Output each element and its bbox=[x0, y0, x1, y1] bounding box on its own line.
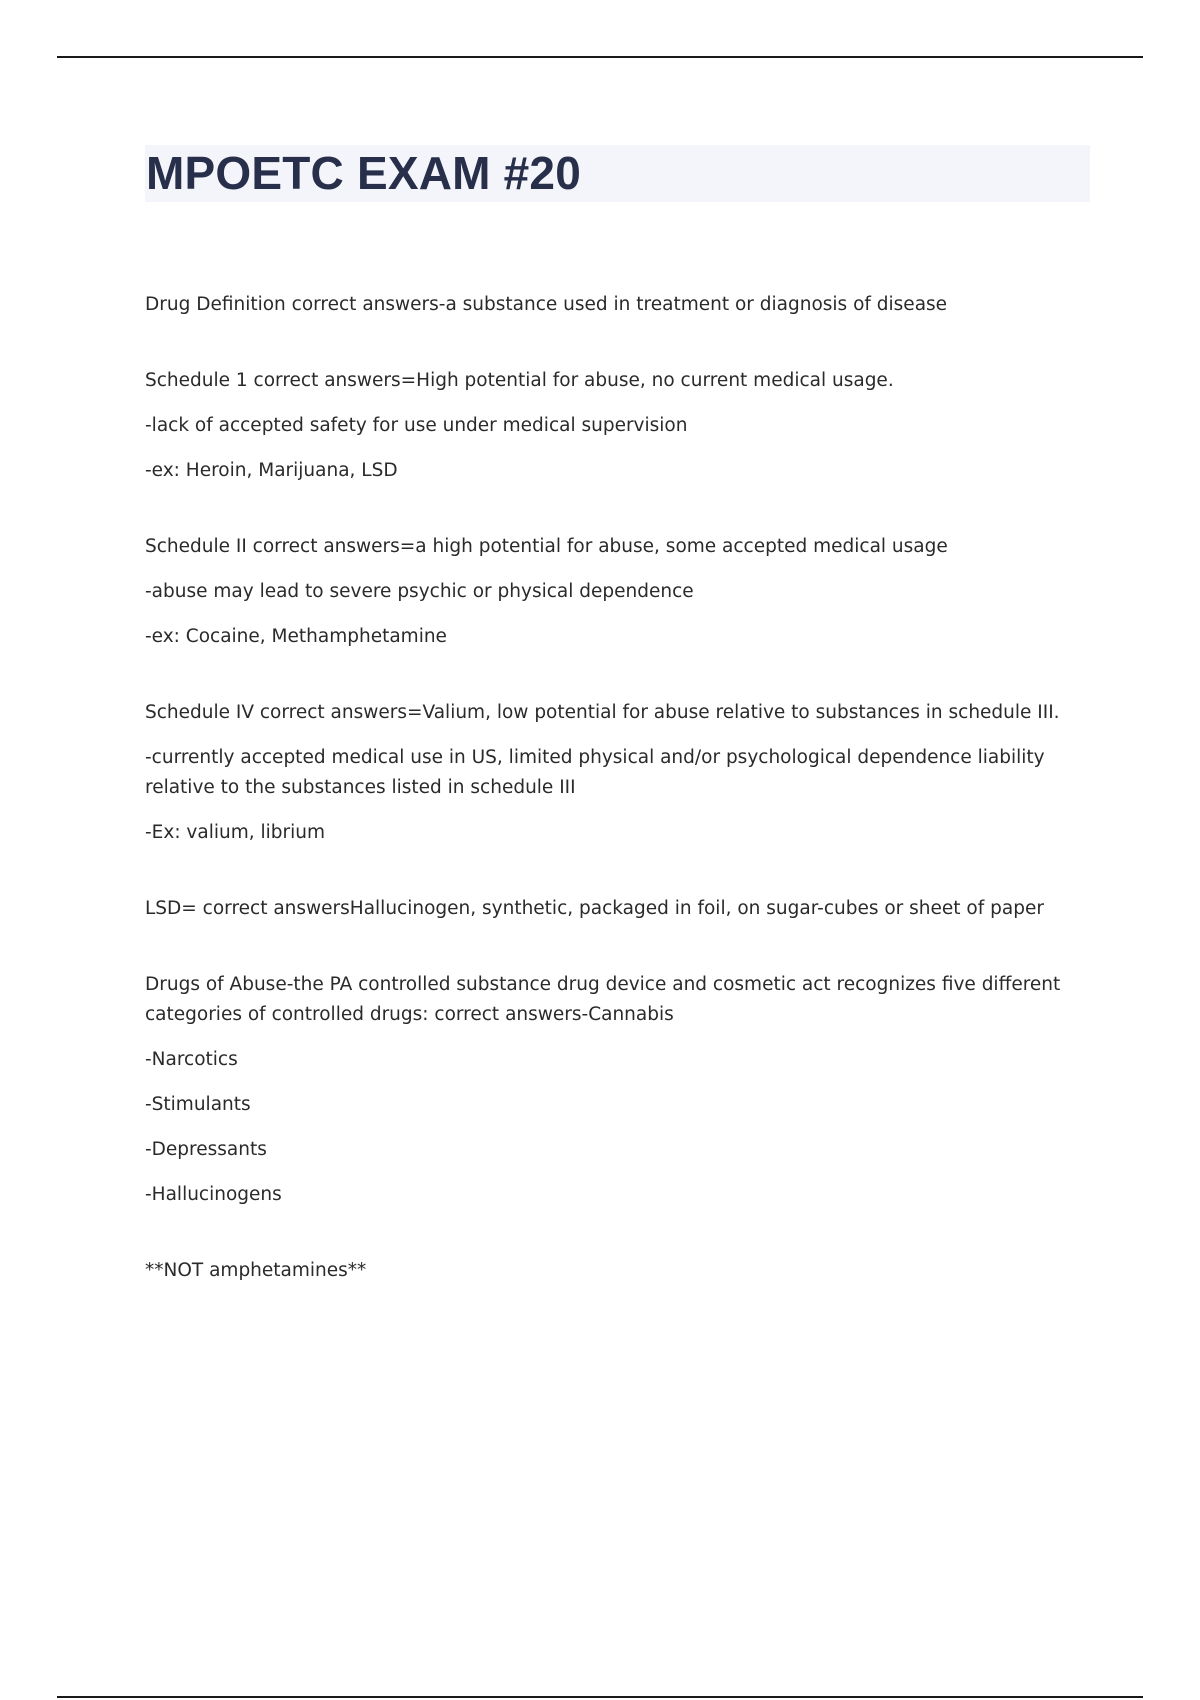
note: **NOT amphetamines** bbox=[145, 1260, 367, 1281]
document-title: MPOETC EXAM #20 bbox=[146, 147, 581, 199]
paragraph: Drug Definition correct answers-a substance used in treatment or diagnosis of disease bbox=[145, 294, 948, 315]
section-schedule-4 bbox=[145, 698, 1090, 848]
section-drugs-of-abuse bbox=[145, 970, 1090, 1210]
section-schedule-1 bbox=[145, 366, 1090, 486]
paragraph: -abuse may lead to severe psychic or physical dependence bbox=[145, 581, 694, 602]
section-schedule-2 bbox=[145, 532, 1090, 652]
top-rule bbox=[57, 56, 1143, 58]
paragraph: Schedule II correct answers=a high potential for abuse, some accepted medical usage bbox=[145, 536, 948, 557]
paragraph: Schedule IV correct answers=Valium, low potential for abuse relative to substances in schedule III. bbox=[145, 702, 1060, 723]
list-item: -Stimulants bbox=[145, 1094, 251, 1115]
paragraph: -Ex: valium, librium bbox=[145, 822, 326, 843]
document-body bbox=[145, 290, 1090, 1301]
paragraph: LSD= correct answersHallucinogen, synthetic, packaged in foil, on sugar-cubes or sheet of paper bbox=[145, 898, 1044, 919]
section-note bbox=[145, 1256, 1090, 1286]
bottom-rule bbox=[57, 1696, 1143, 1698]
list-item: -Depressants bbox=[145, 1139, 267, 1160]
paragraph: Schedule 1 correct answers=High potential for abuse, no current medical usage. bbox=[145, 370, 894, 391]
paragraph: -lack of accepted safety for use under medical supervision bbox=[145, 415, 688, 436]
paragraph: Drugs of Abuse-the PA controlled substance drug device and cosmetic act recognizes five different categories of controlled drugs: correct answers-Cannabis bbox=[145, 974, 1061, 1025]
paragraph: -ex: Cocaine, Methamphetamine bbox=[145, 626, 447, 647]
list-item: -Narcotics bbox=[145, 1049, 238, 1070]
list-item: -Hallucinogens bbox=[145, 1184, 282, 1205]
section-drug-definition bbox=[145, 290, 1090, 320]
paragraph: -currently accepted medical use in US, limited physical and/or psychological dependence liability relative to the substances listed in schedule III bbox=[145, 747, 1045, 798]
section-lsd bbox=[145, 894, 1090, 924]
paragraph: -ex: Heroin, Marijuana, LSD bbox=[145, 460, 398, 481]
